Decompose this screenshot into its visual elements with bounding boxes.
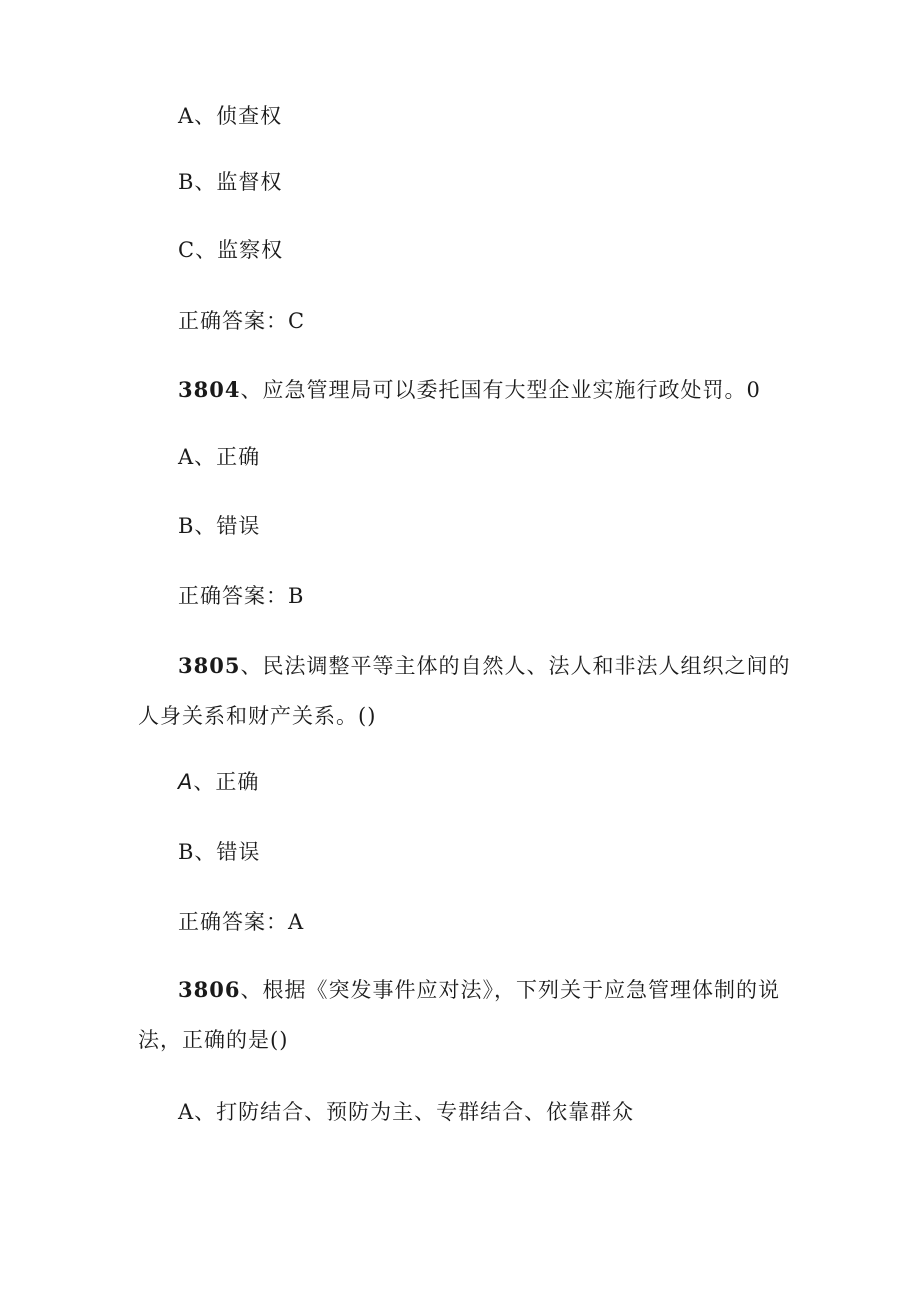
q3805-option-a <box>178 768 259 796</box>
q3803-option-c: C、监察权 <box>178 238 284 262</box>
q3806-option-a: A、打防结合、预防为主、专群结合、依靠群众 <box>178 1100 635 1124</box>
q3805-stem-line2: 人身关系和财产关系。() <box>138 704 377 728</box>
q3805-option-a-text: 、正确 <box>193 770 260 794</box>
q3804-number: 3804 <box>178 377 241 402</box>
q3804-stem-text: 、应急管理局可以委托国有大型企业实施行政处罚。0 <box>240 378 761 402</box>
q3803-option-a: A、侦查权 <box>178 104 283 128</box>
q3805-number: 3805 <box>178 653 241 678</box>
q3806-stem-text-1: 、根据《突发事件应对法》，下列关于应急管理体制的说 <box>240 978 780 1002</box>
q3806-stem-line2: 法，正确的是() <box>138 1028 289 1052</box>
q3803-answer: 正确答案：C <box>178 309 306 333</box>
q3805-answer: 正确答案：A <box>178 910 305 934</box>
q3805-option-a-letter: A <box>178 770 194 794</box>
q3803-option-b: B、监督权 <box>178 170 283 194</box>
q3804-option-b: B、错误 <box>178 514 261 538</box>
q3805-stem-text-1: 、民法调整平等主体的自然人、法人和非法人组织之间的 <box>240 654 791 678</box>
q3804-stem <box>178 376 761 404</box>
q3805-option-b: B、错误 <box>178 840 261 864</box>
q3804-answer: 正确答案：B <box>178 584 305 608</box>
q3806-number: 3806 <box>178 977 241 1002</box>
q3804-option-a: A、正确 <box>178 445 261 469</box>
q3806-stem-line1 <box>178 976 780 1004</box>
q3805-stem-line1 <box>178 652 790 680</box>
